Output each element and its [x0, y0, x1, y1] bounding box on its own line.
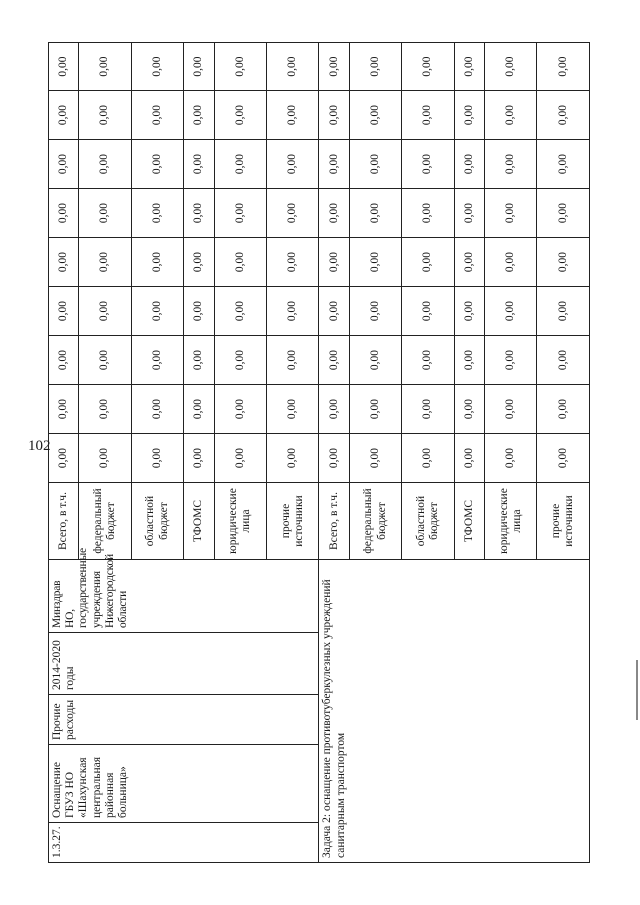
page-number: 102 [28, 438, 51, 454]
source-label: федеральный бюджет [349, 483, 401, 560]
value-cell: 0,00 [485, 91, 537, 140]
value-cell: 0,00 [267, 238, 319, 287]
value-cell: 0,00 [184, 336, 214, 385]
source-label: Всего, в т.ч. [49, 483, 79, 560]
item-executor: Минздрав НО, государственные учреждения Нижегородской области [49, 560, 319, 633]
value-cell: 0,00 [49, 434, 79, 483]
value-cell: 0,00 [537, 385, 590, 434]
value-cell: 0,00 [349, 238, 401, 287]
source-label: юридические лица [214, 483, 266, 560]
value-cell: 0,00 [79, 434, 131, 483]
value-cell: 0,00 [319, 43, 349, 91]
value-cell: 0,00 [485, 385, 537, 434]
scan-margin-mark [636, 660, 638, 720]
value-cell: 0,00 [131, 287, 183, 336]
value-cell: 0,00 [319, 385, 349, 434]
value-cell: 0,00 [184, 238, 214, 287]
value-cell: 0,00 [184, 140, 214, 189]
value-cell: 0,00 [79, 43, 131, 91]
value-cell: 0,00 [485, 43, 537, 91]
value-cell: 0,00 [184, 434, 214, 483]
value-cell: 0,00 [537, 140, 590, 189]
source-label: областной бюджет [131, 483, 183, 560]
value-cell: 0,00 [49, 43, 79, 91]
value-cell: 0,00 [319, 91, 349, 140]
value-cell: 0,00 [131, 189, 183, 238]
source-label: ТФОМС [184, 483, 214, 560]
value-cell: 0,00 [267, 434, 319, 483]
value-cell: 0,00 [454, 238, 484, 287]
task-title: Задача 2: оснащение противотуберкулезных учреждений санитарным транспортом [319, 560, 590, 863]
value-cell: 0,00 [267, 385, 319, 434]
value-cell: 0,00 [537, 434, 590, 483]
value-cell: 0,00 [402, 238, 454, 287]
value-cell: 0,00 [131, 140, 183, 189]
value-cell: 0,00 [454, 189, 484, 238]
value-cell: 0,00 [319, 434, 349, 483]
item-code: 1.3.27. [49, 823, 319, 863]
value-cell: 0,00 [349, 434, 401, 483]
value-cell: 0,00 [184, 43, 214, 91]
value-cell: 0,00 [485, 140, 537, 189]
value-cell: 0,00 [131, 336, 183, 385]
value-cell: 0,00 [319, 238, 349, 287]
value-cell: 0,00 [267, 287, 319, 336]
value-cell: 0,00 [537, 238, 590, 287]
value-cell: 0,00 [537, 91, 590, 140]
value-cell: 0,00 [131, 91, 183, 140]
task-row-total [319, 43, 349, 863]
value-cell: 0,00 [349, 91, 401, 140]
value-cell: 0,00 [402, 91, 454, 140]
value-cell: 0,00 [349, 43, 401, 91]
value-cell: 0,00 [537, 336, 590, 385]
source-label: федеральный бюджет [79, 483, 131, 560]
value-cell: 0,00 [131, 385, 183, 434]
value-cell: 0,00 [49, 189, 79, 238]
budget-table-rotated [48, 43, 590, 863]
value-cell: 0,00 [402, 189, 454, 238]
value-cell: 0,00 [184, 385, 214, 434]
value-cell: 0,00 [267, 336, 319, 385]
value-cell: 0,00 [319, 287, 349, 336]
value-cell: 0,00 [214, 43, 266, 91]
value-cell: 0,00 [79, 287, 131, 336]
value-cell: 0,00 [267, 140, 319, 189]
value-cell: 0,00 [184, 287, 214, 336]
value-cell: 0,00 [319, 189, 349, 238]
value-cell: 0,00 [402, 140, 454, 189]
value-cell: 0,00 [214, 385, 266, 434]
value-cell: 0,00 [537, 189, 590, 238]
value-cell: 0,00 [214, 336, 266, 385]
value-cell: 0,00 [349, 287, 401, 336]
value-cell: 0,00 [349, 140, 401, 189]
value-cell: 0,00 [485, 238, 537, 287]
value-cell: 0,00 [131, 43, 183, 91]
value-cell: 0,00 [402, 434, 454, 483]
value-cell: 0,00 [267, 189, 319, 238]
source-label: юридические лица [485, 483, 537, 560]
value-cell: 0,00 [267, 43, 319, 91]
value-cell: 0,00 [454, 385, 484, 434]
value-cell: 0,00 [402, 43, 454, 91]
value-cell: 0,00 [79, 91, 131, 140]
value-cell: 0,00 [454, 91, 484, 140]
value-cell: 0,00 [79, 385, 131, 434]
value-cell: 0,00 [79, 336, 131, 385]
item-period: 2014-2020 годы [49, 633, 319, 695]
value-cell: 0,00 [131, 238, 183, 287]
value-cell: 0,00 [454, 140, 484, 189]
value-cell: 0,00 [214, 287, 266, 336]
value-cell: 0,00 [485, 434, 537, 483]
value-cell: 0,00 [214, 189, 266, 238]
budget-table [48, 42, 590, 863]
value-cell: 0,00 [349, 189, 401, 238]
value-cell: 0,00 [402, 336, 454, 385]
value-cell: 0,00 [214, 434, 266, 483]
value-cell: 0,00 [454, 43, 484, 91]
value-cell: 0,00 [454, 434, 484, 483]
value-cell: 0,00 [402, 287, 454, 336]
value-cell: 0,00 [349, 336, 401, 385]
value-cell: 0,00 [49, 287, 79, 336]
value-cell: 0,00 [485, 189, 537, 238]
value-cell: 0,00 [537, 287, 590, 336]
value-cell: 0,00 [485, 336, 537, 385]
value-cell: 0,00 [49, 91, 79, 140]
value-cell: 0,00 [485, 287, 537, 336]
value-cell: 0,00 [184, 189, 214, 238]
value-cell: 0,00 [319, 140, 349, 189]
source-label: областной бюджет [402, 483, 454, 560]
value-cell: 0,00 [49, 140, 79, 189]
source-label: ТФОМС [454, 483, 484, 560]
value-cell: 0,00 [537, 43, 590, 91]
source-label: Всего, в т.ч. [319, 483, 349, 560]
value-cell: 0,00 [454, 336, 484, 385]
value-cell: 0,00 [402, 385, 454, 434]
value-cell: 0,00 [131, 434, 183, 483]
value-cell: 0,00 [349, 385, 401, 434]
value-cell: 0,00 [49, 336, 79, 385]
value-cell: 0,00 [79, 238, 131, 287]
item-name: Оснащение ГБУЗ НО «Шахунская центральная районная больница» [49, 745, 319, 823]
item-expense-type: Прочие расходы [49, 695, 319, 745]
value-cell: 0,00 [454, 287, 484, 336]
value-cell: 0,00 [214, 140, 266, 189]
value-cell: 0,00 [184, 91, 214, 140]
item-row-total [49, 43, 79, 863]
value-cell: 0,00 [49, 238, 79, 287]
value-cell: 0,00 [79, 189, 131, 238]
value-cell: 0,00 [319, 336, 349, 385]
value-cell: 0,00 [214, 91, 266, 140]
source-label: прочие источники [267, 483, 319, 560]
value-cell: 0,00 [267, 91, 319, 140]
source-label: прочие источники [537, 483, 590, 560]
value-cell: 0,00 [214, 238, 266, 287]
value-cell: 0,00 [49, 385, 79, 434]
value-cell: 0,00 [79, 140, 131, 189]
